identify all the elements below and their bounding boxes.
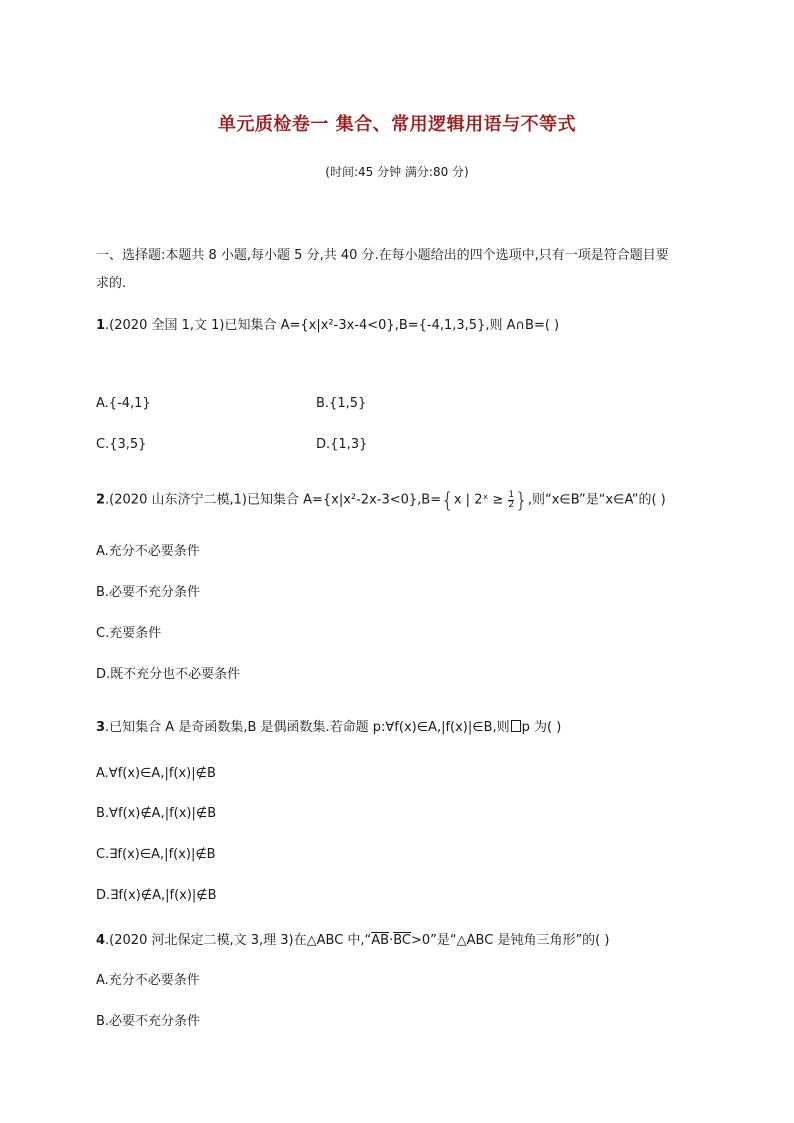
option-d[interactable]: D.∃f(x)∉A,|f(x)|∉B: [96, 888, 217, 903]
vector-ab: $\overline{AB}$: [371, 933, 390, 948]
option-c[interactable]: C.∃f(x)∈A,|f(x)|∉B: [96, 847, 216, 862]
question-1-stem: [96, 314, 559, 333]
option-a[interactable]: A.充分不必要条件: [96, 973, 200, 988]
fraction-denominator: 2: [508, 499, 515, 510]
set-variable: x: [453, 492, 462, 508]
vector-bc: $\overline{BC}$: [393, 933, 412, 948]
fraction-numerator: 1: [508, 489, 515, 500]
question-3-stem: [96, 716, 561, 735]
option-c[interactable]: C.{3,5}: [96, 437, 147, 452]
question-4-stem: [96, 929, 609, 948]
question-1-options-row2: [96, 437, 368, 452]
set-divider: |: [461, 492, 475, 508]
page-subtitle: (时间:45 分钟 满分:80 分): [325, 165, 469, 179]
option-d[interactable]: D.既不充分也不必要条件: [96, 667, 241, 682]
page-title: 单元质检卷一 集合、常用逻辑用语与不等式: [217, 114, 577, 135]
question-number: 3: [96, 720, 106, 735]
question-number: 1: [96, 318, 106, 333]
option-a[interactable]: A.{-4,1}: [96, 396, 151, 411]
question-text-end: ,则“x∈B”是“x∈A”的( ): [527, 492, 666, 508]
section-heading-line1: 一、选择题:本题共 8 小题,每小题 5 分,共 40 分.在每小题给出的四个选项中,只有一项是符合题目要: [96, 248, 669, 263]
set-condition: 2ˣ ≥: [474, 492, 508, 508]
question-1-options-row1: [96, 396, 367, 411]
question-2-stem: [96, 488, 666, 512]
option-a[interactable]: A.充分不必要条件: [96, 544, 200, 559]
right-brace: }: [515, 488, 528, 512]
option-b[interactable]: B.{1,5}: [316, 396, 367, 411]
question-text: .(2020 河北保定二模,文 3,理 3)在△ABC 中,“: [105, 933, 372, 948]
option-b[interactable]: B.必要不充分条件: [96, 585, 201, 600]
question-text: .(2020 山东济宁二模,1)已知集合 A={x|x²-2x-3<0},B=: [105, 492, 442, 508]
option-a[interactable]: A.∀f(x)∈A,|f(x)|∉B: [96, 766, 216, 781]
question-text: .(2020 全国 1,文 1)已知集合 A={x|x²-3x-4<0},B={-4,1,3,5},则 A∩B=( ): [105, 318, 560, 333]
option-d[interactable]: D.{1,3}: [316, 437, 368, 452]
question-text: .已知集合 A 是奇函数集,B 是偶函数集.若命题 p:∀f(x)∈A,|f(x)|∈B,则: [105, 720, 510, 735]
question-number: 2: [96, 492, 106, 508]
left-brace: {: [441, 488, 454, 512]
negation-symbol-placeholder: [511, 720, 521, 732]
fraction: [508, 491, 514, 510]
option-c[interactable]: C.充要条件: [96, 626, 162, 641]
option-b[interactable]: B.必要不充分条件: [96, 1014, 201, 1029]
question-text-end: >0”是“△ABC 是钝角三角形”的( ): [411, 933, 610, 948]
section-heading-line2: 求的.: [96, 276, 127, 291]
question-text-end: p 为( ): [521, 720, 562, 735]
question-number: 4: [96, 933, 106, 948]
option-b[interactable]: B.∀f(x)∉A,|f(x)|∉B: [96, 806, 217, 821]
dot-operator: ·: [389, 933, 394, 948]
